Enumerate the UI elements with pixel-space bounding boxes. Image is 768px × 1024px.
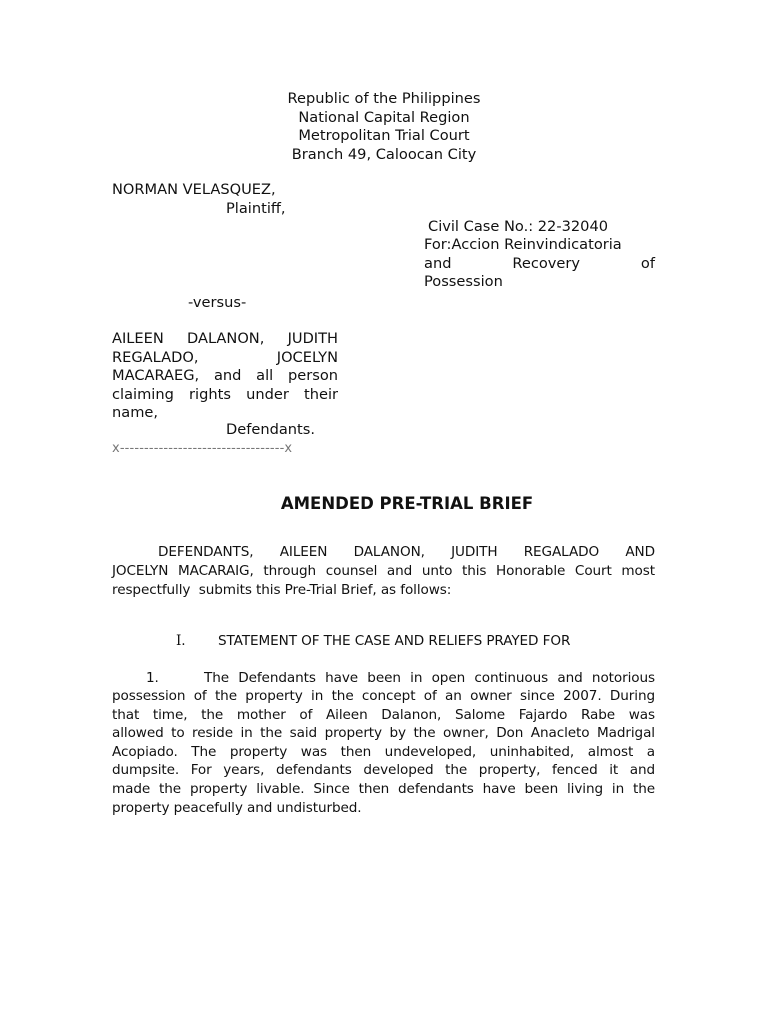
paragraph-line: property peacefully and undisturbed.: [112, 799, 362, 816]
header-region: National Capital Region: [298, 108, 470, 126]
paragraph-line: Acopiado. The property was then undeveloped, uninhabited, almost a: [112, 743, 655, 760]
paragraph-1-first-line: [204, 669, 655, 688]
header-branch: Branch 49, Caloocan City: [291, 145, 477, 163]
paragraph-line: dumpsite. For years, defendants developed the property, fenced it and: [112, 762, 655, 779]
plaintiff-name: NORMAN VELASQUEZ,: [112, 181, 276, 198]
intro-paragraph: [158, 543, 655, 562]
header-court: Metropolitan Trial Court: [298, 127, 470, 145]
section-numeral: I.: [176, 633, 186, 649]
defendants-line: name,: [112, 404, 159, 422]
intro-line: respectfully submits this Pre-Trial Brief, as follows:: [112, 581, 452, 598]
intro-line: DEFENDANTS, AILEEN DALANON, JUDITH REGALADO AND: [158, 544, 655, 560]
defendants-line: claiming rights under their: [112, 385, 338, 403]
defendants-line: REGALADO, JOCELYN: [112, 348, 338, 366]
paragraph-line: made the property livable. Since then defendants have been living in the: [112, 780, 655, 797]
defendants-block: [112, 330, 338, 423]
versus-label: -versus-: [188, 294, 247, 311]
paragraph-1-body: [112, 687, 655, 817]
paragraph-line: possession of the property in the concept of an owner since 2007. During: [112, 688, 655, 704]
section-heading: STATEMENT OF THE CASE AND RELIEFS PRAYED FOR: [218, 633, 571, 649]
header-republic: Republic of the Philippines: [287, 90, 481, 107]
caption-divider: x----------------------------------x: [112, 441, 293, 456]
case-number: Civil Case No.: 22-32040: [428, 218, 609, 235]
case-nature-line-2: and Recovery of: [424, 255, 655, 272]
paragraph-line: allowed to reside in the said property by the owner, Don Anacleto Madrigal: [112, 725, 655, 742]
defendants-role: Defendants.: [226, 421, 316, 438]
case-nature-line-3: Possession: [424, 273, 503, 290]
paragraph-line: The Defendants have been in open continuous and notorious: [204, 670, 655, 686]
plaintiff-role: Plaintiff,: [226, 200, 286, 217]
paragraph-number: 1.: [146, 670, 159, 686]
court-header: [234, 90, 534, 164]
intro-paragraph-continued: [112, 562, 655, 599]
defendants-line: MACARAEG, and all person: [112, 367, 338, 385]
defendants-line: AILEEN DALANON, JUDITH: [112, 330, 338, 347]
document-title: AMENDED PRE-TRIAL BRIEF: [280, 494, 534, 513]
intro-line: JOCELYN MACARAIG, through counsel and unto this Honorable Court most: [112, 563, 655, 579]
case-nature-line-1: For:Accion Reinvindicatoria: [424, 236, 622, 253]
paragraph-line: that time, the mother of Aileen Dalanon, Salome Fajardo Rabe was: [112, 706, 655, 723]
